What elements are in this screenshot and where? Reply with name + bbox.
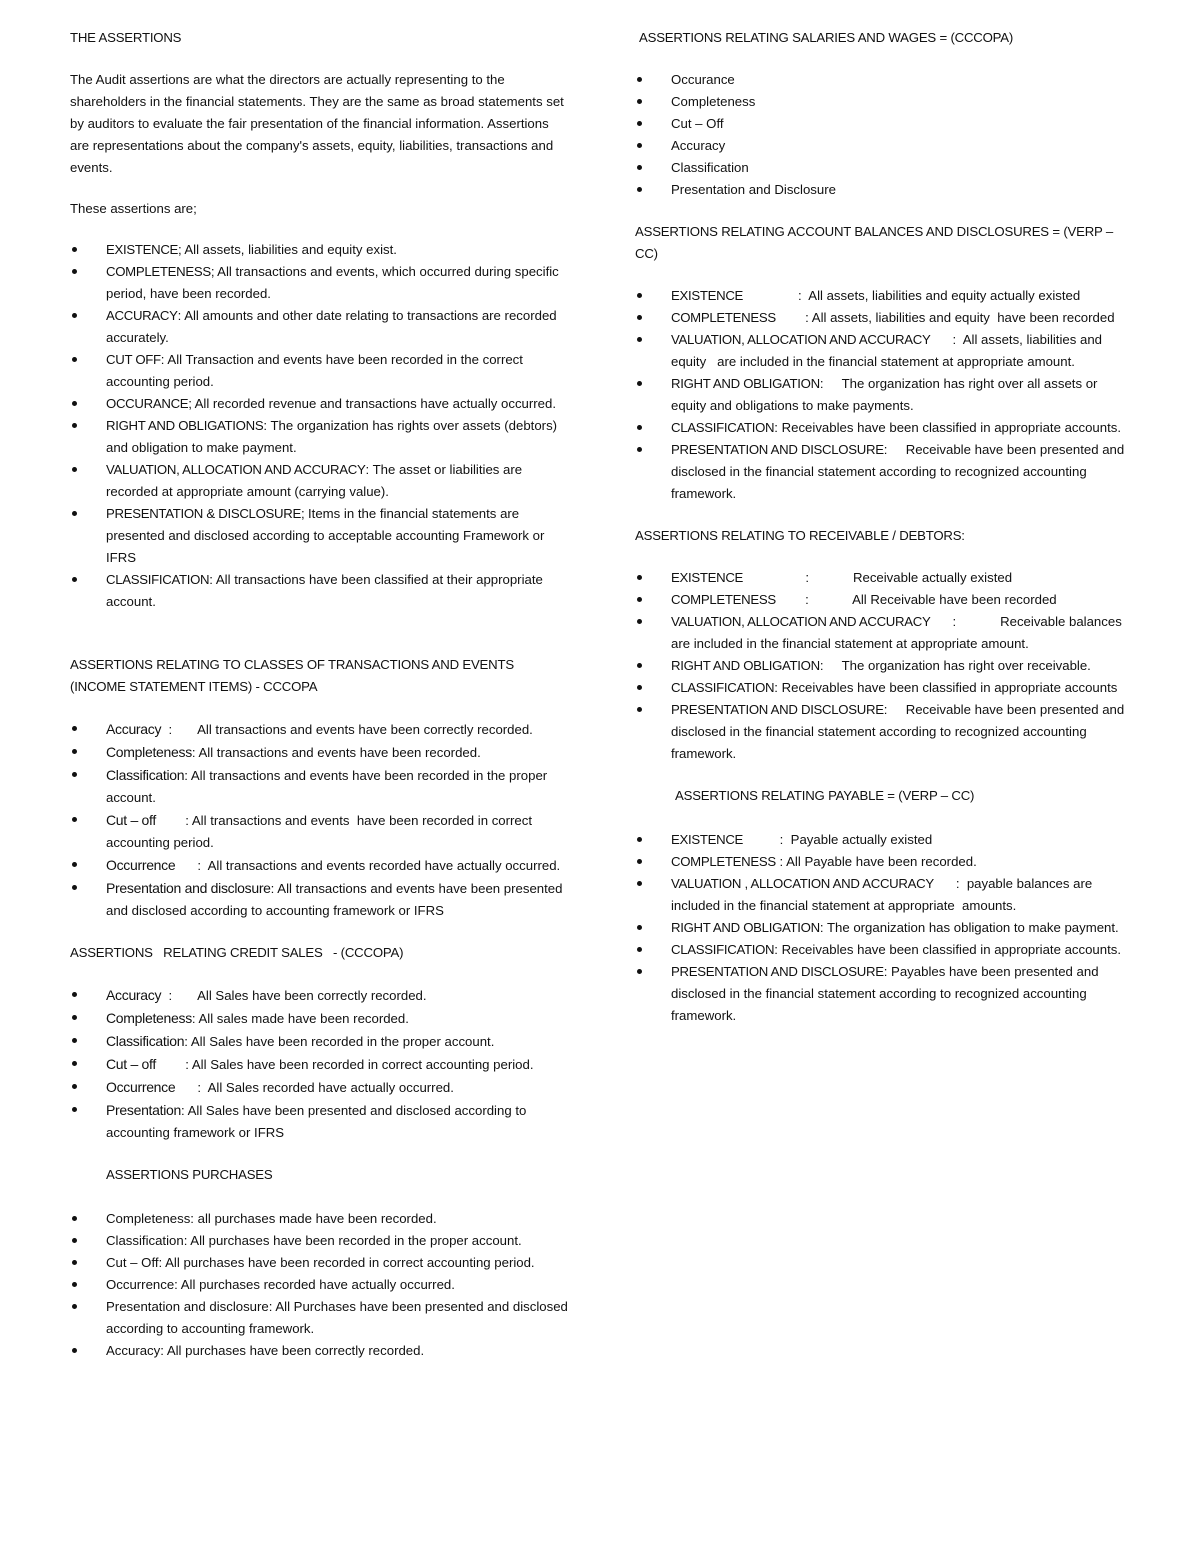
assertion-term: RIGHT AND OBLIGATIONS [106,418,264,433]
assertion-term: VALUATION, ALLOCATION AND ACCURACY [671,332,931,347]
assertion-term: Occurrence [106,1079,176,1095]
list-item [70,1053,570,1076]
assertion-term: CLASSIFICATION [671,680,775,695]
assertion-term: CLASSIFICATION [671,942,775,957]
assertion-desc: : Receivable have been presented and disclosed in the financial statement according to recognized accounting framework. [671,442,1128,501]
list-item [70,261,570,305]
receivable-list [635,567,1135,765]
list-item [635,829,1135,851]
payable-list [635,829,1135,1027]
assertion-term: Presentation and disclosure [106,880,271,896]
list-item: Occurrence: All purchases recorded have actually occurred. [70,1274,570,1296]
list-item [635,373,1135,417]
assertion-term: Cut – off [106,1056,156,1072]
assertion-term: Completeness [106,1010,192,1026]
assertion-desc: : Receivables have been classified in appropriate accounts. [774,942,1122,957]
assertion-term: PRESENTATION AND DISCLOSURE [671,702,884,717]
assertion-desc: : All Transaction and events have been recorded in the correct accounting period. [106,352,523,389]
assertion-desc: : The organization has right over all assets or equity and obligations to make payments. [671,376,1102,413]
assertion-term: PRESENTATION & DISCLOSURE; [106,506,305,521]
list-item: Presentation and disclosure: All Purchases have been presented and disclosed according to accounting framework. [70,1296,570,1340]
assertion-term: CUT OFF [106,352,161,367]
assertion-term: OCCURANCE; [106,396,192,411]
list-item [635,917,1135,939]
list-item [70,1099,570,1144]
list-item [70,809,570,854]
assertion-term: Accuracy [106,987,162,1003]
assertion-term: Presentation [106,1102,182,1118]
list-item [70,984,570,1007]
assertion-desc: : Receivables have been classified in appropriate accounts. [774,420,1122,435]
assertion-term: RIGHT AND OBLIGATION [671,920,820,935]
list-item [70,877,570,922]
assertion-desc: : The organization has right over receivable. [819,658,1091,673]
list-item: Cut – Off: All purchases have been recorded in correct accounting period. [70,1252,570,1274]
assertion-desc: : The organization has rights over assets (debtors) and obligation to make payment. [106,418,558,455]
assertion-desc: : All Sales recorded have actually occurred. [175,1080,454,1095]
assertion-term: EXISTENCE [671,288,744,303]
assertion-desc: : All Sales have been recorded in correct accounting period. [155,1057,534,1072]
assertion-desc: All assets, liabilities and equity exist. [181,242,397,257]
payable-heading: ASSERTIONS RELATING PAYABLE = (VERP – CC) [675,788,975,803]
assertion-term: COMPLETENESS; [106,264,215,279]
assertion-term: VALUATION, ALLOCATION AND ACCURACY [106,462,366,477]
assertion-desc: : All Sales have been presented and disclosed according to accounting framework or IFRS [106,1103,527,1140]
assertion-term: ACCURACY [106,308,178,323]
assertion-desc: : The organization has obligation to make payment. [819,920,1119,935]
list-item [635,285,1135,307]
classes-list [70,718,570,922]
list-item [635,677,1135,699]
assertion-term: Accuracy [106,721,162,737]
assertion-desc: : All transactions have been classified at their appropriate account. [106,572,543,609]
assertion-desc: : All transactions and events have been presented and disclosed according to accounting framework or IFRS [106,881,563,918]
list-item [70,459,570,503]
assertion-desc: : All assets, liabilities and equity have been recorded [775,310,1115,325]
assertion-desc: : Receivable actually existed [743,570,1013,585]
list-item [70,349,570,393]
list-item: Classification [635,157,1135,179]
assertion-term: CLASSIFICATION [671,420,775,435]
list-item: Cut – Off [635,113,1135,135]
assertion-desc: : Receivables have been classified in appropriate accounts [774,680,1118,695]
balances-heading: ASSERTIONS RELATING ACCOUNT BALANCES AND DISCLOSURES = (VERP – CC) [635,224,1113,261]
salaries-heading: ASSERTIONS RELATING SALARIES AND WAGES = (CCCOPA) [639,30,1014,45]
list-item [635,611,1135,655]
list-item [70,305,570,349]
assertion-desc: All recorded revenue and transactions have actually occurred. [191,396,556,411]
list-item [70,415,570,459]
list-item [70,718,570,741]
assertion-term: PRESENTATION AND DISCLOSURE [671,442,884,457]
assertion-desc: : Receivable balances are included in the financial statement at appropriate amount. [671,614,1126,651]
classes-heading-line-2: (INCOME STATEMENT ITEMS) - CCCOPA [70,679,318,694]
assertion-desc: : All Sales have been correctly recorded. [161,988,427,1003]
assertion-term: Classification [106,1033,185,1049]
list-item [70,1076,570,1099]
credit-sales-heading: ASSERTIONS RELATING CREDIT SALES - (CCCOPA) [70,945,404,960]
assertion-term: PRESENTATION AND DISCLOSURE [671,964,884,979]
assertion-desc: All transactions and events, which occurred during specific period, have been recorded. [106,264,559,301]
assertion-desc: : Payable actually existed [743,832,933,847]
assertion-desc: Items in the financial statements are presented and disclosed according to acceptable accounting Framework or IFRS [106,506,545,565]
assertion-desc: : All transactions and events have been recorded. [191,745,481,760]
list-item: Completeness [635,91,1135,113]
assertion-desc: : Payables have been presented and disclosed in the financial statement according to recognized accounting framework. [671,964,1099,1023]
classes-heading-line-1: ASSERTIONS RELATING TO CLASSES OF TRANSACTIONS AND EVENTS [70,657,514,672]
assertion-term: RIGHT AND OBLIGATION [671,658,820,673]
list-item [70,741,570,764]
right-column [635,27,1135,1027]
list-item: Accuracy: All purchases have been correctly recorded. [70,1340,570,1362]
list-item [70,1007,570,1030]
list-item [635,567,1135,589]
assertion-term: Occurrence [106,857,176,873]
list-item [635,439,1135,505]
credit-sales-list [70,984,570,1144]
assertion-desc: : All Payable have been recorded. [775,854,977,869]
list-item [635,699,1135,765]
list-item: Completeness: all purchases made have been recorded. [70,1208,570,1230]
salaries-list [635,69,1135,201]
list-item [635,417,1135,439]
assertion-desc: : Receivable have been presented and disclosed in the financial statement according to recognized accounting framework. [671,702,1128,761]
assertion-term: EXISTENCE [671,570,744,585]
list-item [70,569,570,613]
assertion-term: EXISTENCE [671,832,744,847]
list-item [635,329,1135,373]
list-item [635,589,1135,611]
assertion-term: Completeness [106,744,192,760]
assertion-desc: : All transactions and events have been recorded in the proper account. [106,768,548,805]
assertion-desc: : All assets, liabilities and equity actually existed [743,288,1081,303]
list-item: Classification: All purchases have been recorded in the proper account. [70,1230,570,1252]
assertion-desc: : payable balances are included in the financial statement at appropriate amounts. [671,876,1096,913]
purchases-heading: ASSERTIONS PURCHASES [106,1167,273,1182]
assertion-desc: : All transactions and events have been correctly recorded. [161,722,533,737]
assertion-desc: : All transactions and events recorded have actually occurred. [175,858,561,873]
assertion-desc: : All Sales have been recorded in the proper account. [184,1034,495,1049]
receivable-heading: ASSERTIONS RELATING TO RECEIVABLE / DEBTORS: [635,528,965,543]
list-item [635,307,1135,329]
purchases-list [70,1208,570,1362]
assertions-lead: These assertions are; [70,201,197,216]
assertion-term: RIGHT AND OBLIGATION [671,376,820,391]
list-item [635,873,1135,917]
list-item [635,851,1135,873]
assertion-desc: : All sales made have been recorded. [191,1011,409,1026]
list-item: Presentation and Disclosure [635,179,1135,201]
assertion-term: CLASSIFICATION [106,572,210,587]
assertion-desc: : All Receivable have been recorded [775,592,1057,607]
assertion-desc: : All amounts and other date relating to transactions are recorded accurately. [106,308,557,345]
assertion-term: Classification [106,767,185,783]
assertion-desc: : The asset or liabilities are recorded at appropriate amount (carrying value). [106,462,523,499]
assertion-term: COMPLETENESS [671,592,776,607]
assertion-desc: : All assets, liabilities and equity are included in the financial statement at appropriate amount. [671,332,1106,369]
page-title: THE ASSERTIONS [70,30,182,45]
list-item [70,854,570,877]
left-column [70,27,570,1362]
list-item [70,503,570,569]
list-item: Occurance [635,69,1135,91]
assertion-term: COMPLETENESS [671,854,776,869]
list-item [70,393,570,415]
assertion-term: VALUATION, ALLOCATION AND ACCURACY [671,614,931,629]
assertion-term: COMPLETENESS [671,310,776,325]
list-item [635,655,1135,677]
list-item [70,1030,570,1053]
assertion-term: EXISTENCE; [106,242,182,257]
list-item [635,939,1135,961]
assertions-list [70,239,570,613]
list-item: Accuracy [635,135,1135,157]
intro-paragraph: The Audit assertions are what the directors are actually representing to the shareholders in the financial statements. They are the same as broad statements set by auditors to evaluate the fair presentation of the financial information. Assertions are representations about the company's assets, equity, liabilities, transactions and events. [70,72,564,175]
assertion-term: Cut – off [106,812,156,828]
list-item [70,239,570,261]
assertion-desc: : All transactions and events have been recorded in correct accounting period. [106,813,536,850]
list-item [635,961,1135,1027]
assertion-term: VALUATION , ALLOCATION AND ACCURACY [671,876,934,891]
list-item [70,764,570,809]
balances-list [635,285,1135,505]
